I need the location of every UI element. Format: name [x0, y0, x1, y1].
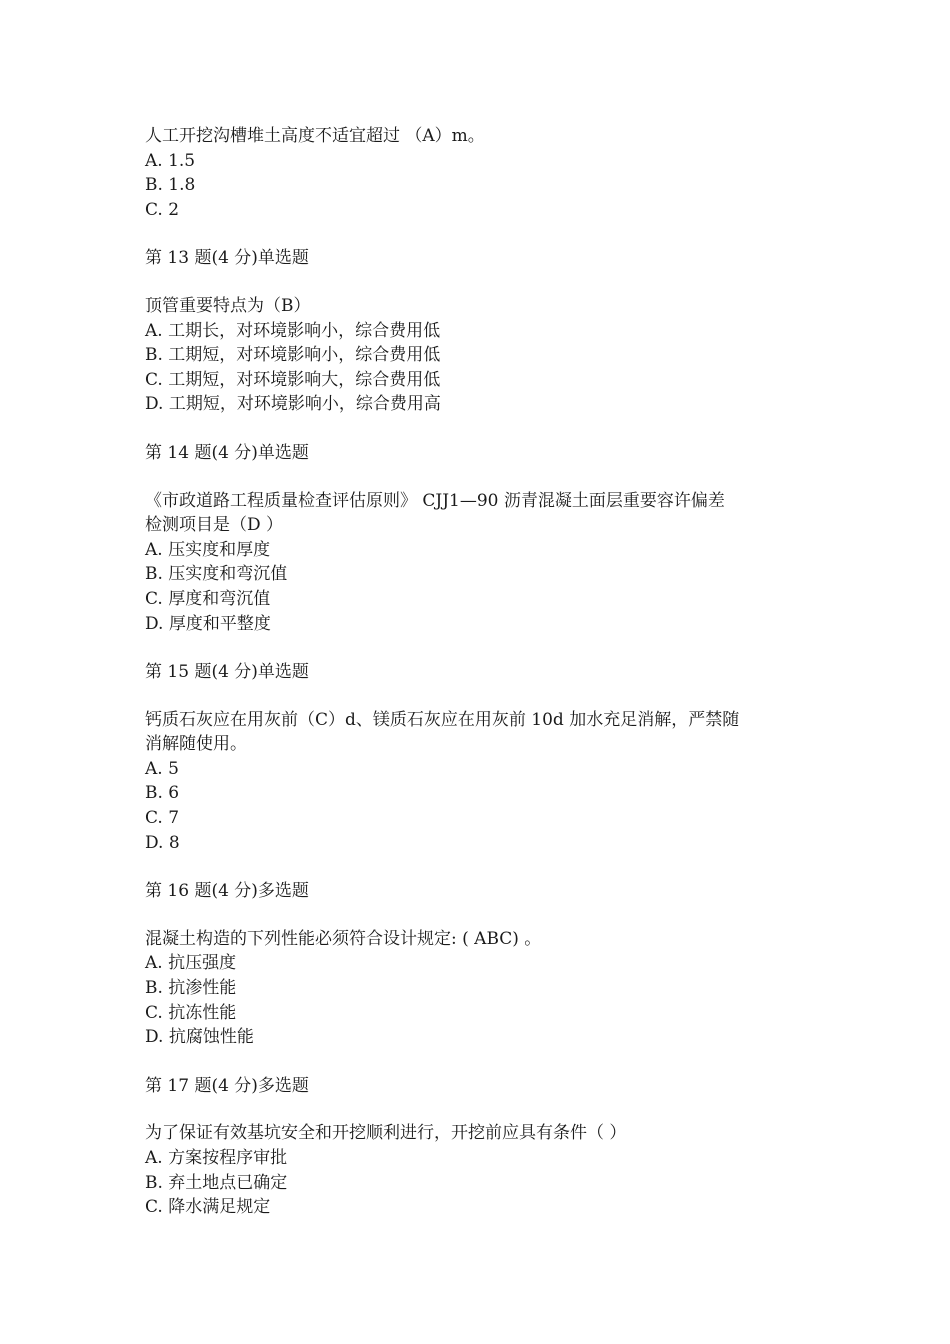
option-d: D. 工期短，对环境影响小，综合费用高: [145, 394, 441, 415]
option-c: C. 工期短，对环境影响大，综合费用低: [145, 369, 441, 390]
question-heading: 第 17 题(4 分)多选题: [145, 1075, 309, 1096]
option-b: B. 工期短，对环境影响小，综合费用低: [145, 345, 441, 366]
option-b: B. 1.8: [145, 175, 196, 196]
question-stem: 为了保证有效基坑安全和开挖顺利进行，开挖前应具有条件（ ）: [145, 1123, 627, 1144]
option-d: D. 厚度和平整度: [145, 613, 271, 634]
option-a: A. 工期长，对环境影响小，综合费用低: [145, 320, 441, 341]
option-a: A. 抗压强度: [145, 953, 237, 974]
question-block: [145, 708, 815, 856]
question-stem-continued: 检测项目是（D ）: [145, 515, 284, 536]
question-block: [145, 1121, 815, 1219]
option-a: A. 5: [145, 758, 179, 779]
question-stem: 顶管重要特点为（B）: [145, 295, 311, 316]
option-d: D. 抗腐蚀性能: [145, 1027, 254, 1048]
question-stem: 混凝土构造的下列性能必须符合设计规定: ( ABC) 。: [145, 928, 542, 949]
question-block: [145, 294, 815, 417]
option-b: B. 抗渗性能: [145, 978, 237, 999]
option-c: C. 抗冻性能: [145, 1002, 237, 1023]
question-block: [145, 927, 815, 1050]
question-heading: 第 16 题(4 分)多选题: [145, 881, 309, 902]
option-c: C. 2: [145, 199, 180, 220]
option-b: B. 6: [145, 783, 180, 804]
option-a: A. 方案按程序审批: [145, 1148, 288, 1168]
option-d: D. 8: [145, 832, 180, 853]
question-block: [145, 124, 815, 222]
question-stem-continued: 消解随使用。: [145, 734, 247, 755]
question-heading: 第 15 题(4 分)单选题: [145, 662, 309, 683]
question-stem: 《市政道路工程质量检查评估原则》 CJJ1—90 沥青混凝土面层重要容许偏差: [145, 490, 725, 511]
document-page: [145, 124, 815, 1220]
question-stem: 钙质石灰应在用灰前（C）d、镁质石灰应在用灰前 10d 加水充足消解，严禁随: [145, 709, 740, 730]
option-a: A. 1.5: [145, 150, 196, 171]
question-stem: 人工开挖沟槽堆土高度不适宜超过 （A）m。: [145, 126, 485, 146]
question-heading: 第 13 题(4 分)单选题: [145, 248, 309, 269]
option-b: B. 压实度和弯沉值: [145, 564, 288, 585]
question-heading: 第 14 题(4 分)单选题: [145, 442, 309, 463]
option-c: C. 厚度和弯沉值: [145, 588, 271, 609]
question-block: [145, 489, 815, 637]
option-c: C. 7: [145, 808, 180, 829]
option-a: A. 压实度和厚度: [145, 539, 271, 560]
option-c: C. 降水满足规定: [145, 1197, 271, 1218]
option-b: B. 弃土地点已确定: [145, 1172, 288, 1193]
